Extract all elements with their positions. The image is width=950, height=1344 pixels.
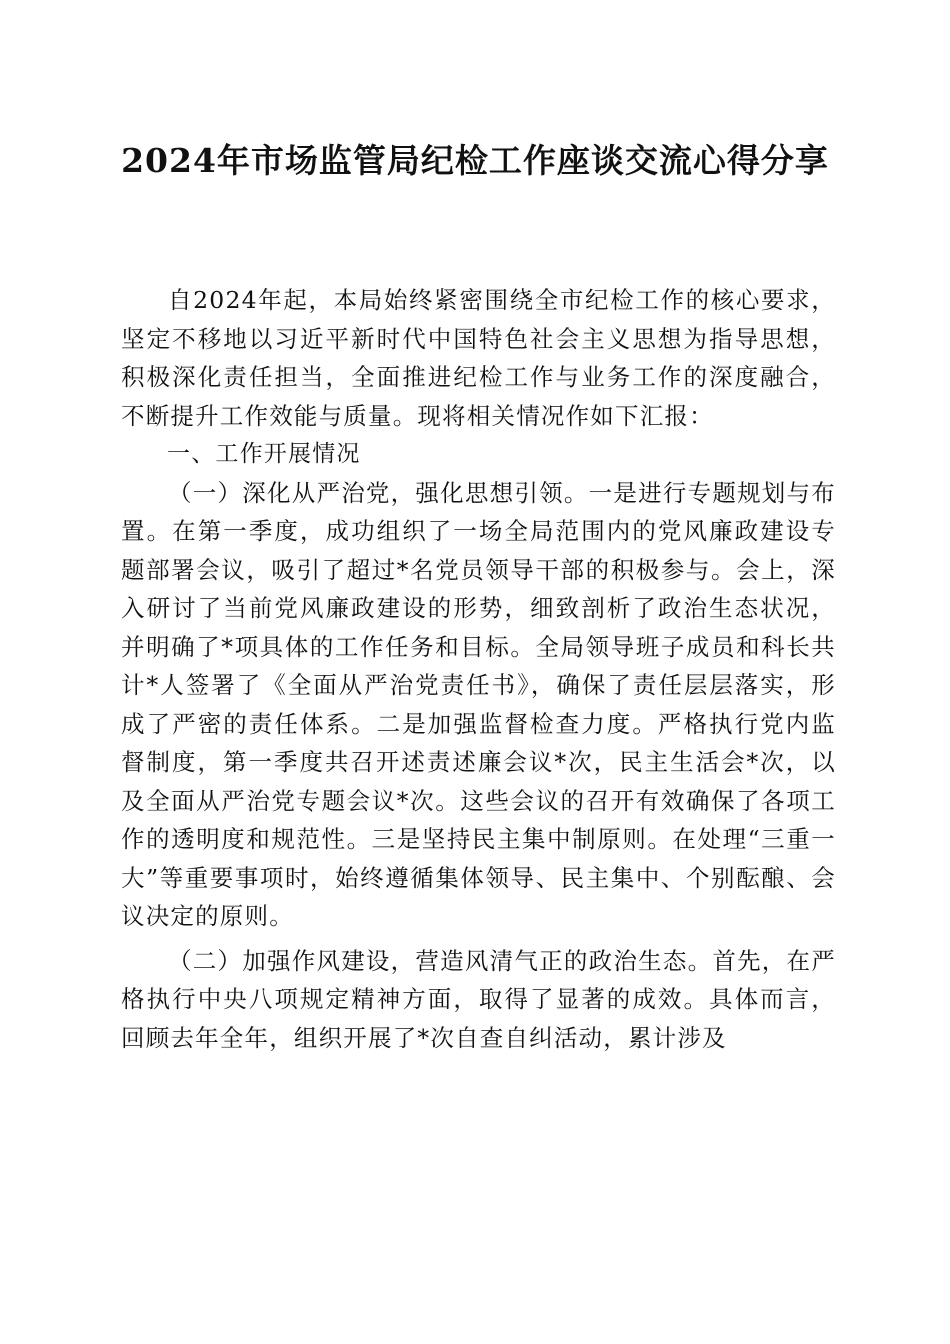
paragraph-section-2: （二）加强作风建设，营造风清气正的政治生态。首先，在严格执行中央八项规定精神方面，取得了显著的成效。具体而言，回顾去年全年，组织开展了*次自查自纠活动，累计涉及 [121, 946, 836, 1052]
document-title: 2024年市场监管局纪检工作座谈交流心得分享 [121, 141, 829, 180]
document-body [121, 281, 836, 1057]
paragraph-intro: 自2024年起，本局始终紧密围绕全市纪检工作的核心要求，坚定不移地以习近平新时代中国特色社会主义思想为指导思想，积极深化责任担当，全面推进纪检工作与业务工作的深度融合，不断提升工作效能与质量。现将相关情况作如下汇报： [121, 286, 836, 430]
section-heading: 一、工作开展情况 [167, 441, 361, 467]
paragraph-section-1: （一）深化从严治党，强化思想引领。一是进行专题规划与布置。在第一季度，成功组织了一场全局范围内的党风廉政建设专题部署会议，吸引了超过*名党员领导干部的积极参与。会上，深入研讨了当前党风廉政建设的形势，细致剖析了政治生态状况，并明确了*项具体的工作任务和目标。全局领导班子成员和科长共计*人签署了《全面从严治党责任书》，确保了责任层层落实，形成了严密的责任体系。二是加强监督检查力度。严格执行党内监督制度，第一季度共召开述责述廉会议*次，民主生活会*次，以及全面从严治党专题会议*次。这些会议的召开有效确保了各项工作的透明度和规范性。三是坚持民主集中制原则。在处理“三重一大”等重要事项时，始终遵循集体领导、民主集中、个别酝酿、会议决定的原则。 [121, 478, 836, 930]
